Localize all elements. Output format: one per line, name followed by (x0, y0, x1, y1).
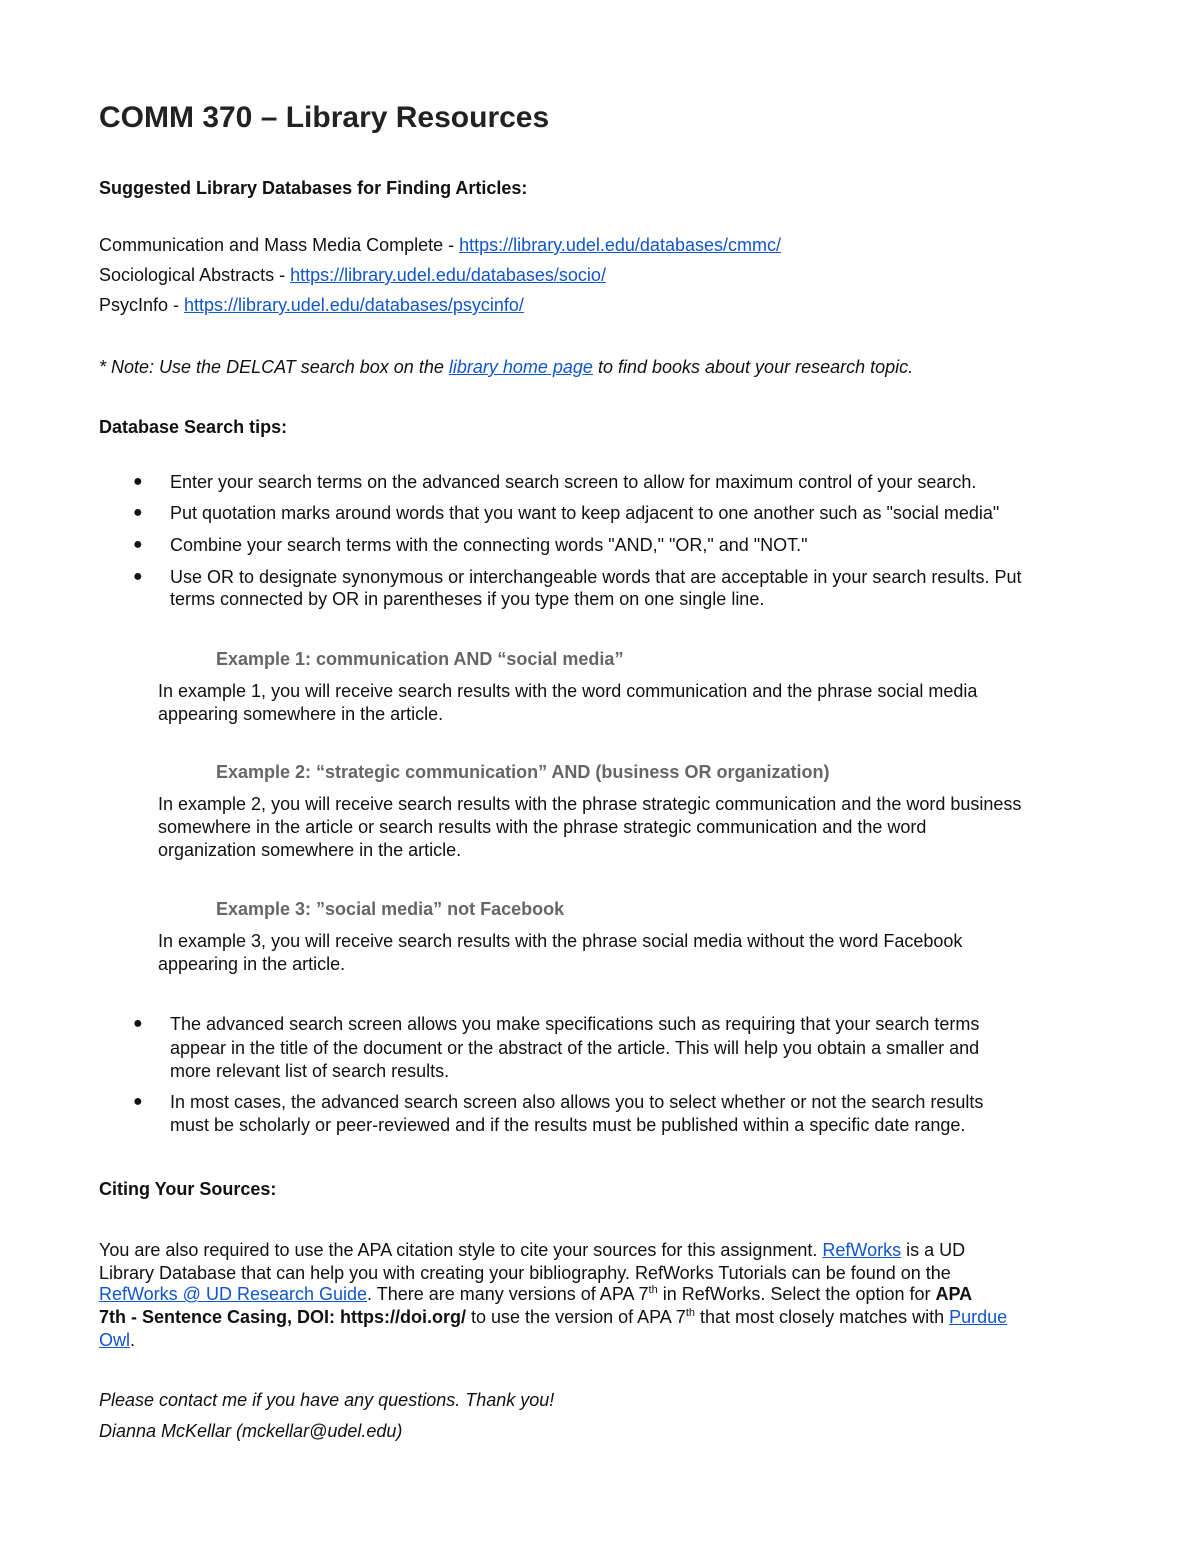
example-text: In example 3, you will receive search results with the phrase social media without the word Facebook (158, 931, 963, 951)
closing-line: Please contact me if you have any questions. Thank you! (99, 1390, 555, 1410)
superscript: th (648, 1284, 658, 1296)
tip-item: Enter your search terms on the advanced search screen to allow for maximum control of your search. (170, 472, 977, 492)
purdue-owl-link[interactable]: Purdue (949, 1307, 1008, 1327)
citing-text: that most closely matches with (695, 1307, 950, 1327)
example-heading: Example 1: communication AND “social media” (216, 649, 624, 669)
refworks-link[interactable]: RefWorks (822, 1240, 902, 1260)
database-link[interactable]: https://library.udel.edu/databases/socio/ (290, 265, 606, 285)
bullet-icon: ● (133, 1015, 143, 1032)
citing-text: You are also required to use the APA citation style to cite your sources for this assignment. (99, 1240, 823, 1260)
note-text: * Note: Use the DELCAT search box on the (99, 357, 449, 377)
citing-line: Library Database that can help you with creating your bibliography. RefWorks Tutorials can be found on the (99, 1263, 951, 1283)
example-heading: Example 2: “strategic communication” AND (business OR organization) (216, 762, 830, 782)
database-link[interactable]: https://library.udel.edu/databases/psycinfo/ (184, 295, 524, 315)
superscript: th (685, 1307, 696, 1319)
citing-line (99, 1239, 965, 1261)
citing-line (99, 1306, 1007, 1328)
citing-text: . There are many versions of APA 7 (367, 1284, 649, 1304)
note-text: to find books about your research topic. (592, 357, 914, 377)
example-text: appearing somewhere in the article. (158, 704, 444, 724)
example-text: appearing in the article. (158, 954, 346, 974)
citing-bold: 7th - Sentence Casing, DOI: https://doi.org/ (99, 1307, 467, 1327)
example-text: In example 1, you will receive search results with the word communication and the phrase social media (158, 681, 978, 701)
research-guide-link[interactable]: RefWorks @ UD Research Guide (99, 1284, 368, 1304)
citing-heading: Citing Your Sources: (99, 1179, 277, 1199)
citing-text: . (130, 1330, 136, 1350)
example-text: In example 2, you will receive search results with the phrase strategic communication and the word business (158, 794, 1022, 814)
example-text: somewhere in the article or search results with the phrase strategic communication and the word (158, 817, 927, 837)
database-link[interactable]: https://library.udel.edu/databases/cmmc/ (459, 235, 781, 255)
example-heading: Example 3: ”social media” not Facebook (216, 899, 565, 919)
signature-line: Dianna McKellar (mckellar@udel.edu) (99, 1421, 403, 1441)
citing-text: to use the version of APA 7 (466, 1307, 686, 1327)
bullet-icon: ● (133, 1093, 143, 1110)
tip-item-cont: more relevant list of search results. (170, 1061, 450, 1081)
database-item (99, 234, 781, 256)
tip-item: Put quotation marks around words that you want to keep adjacent to one another such as "social media" (170, 503, 1000, 523)
citing-line (99, 1329, 135, 1351)
database-name: Sociological Abstracts - (99, 265, 291, 285)
tip-item: The advanced search screen allows you make specifications such as requiring that your search terms (170, 1014, 980, 1034)
citing-text: is a UD (901, 1240, 966, 1260)
bullet-icon: ● (133, 504, 143, 521)
tip-item: Use OR to designate synonymous or interchangeable words that are acceptable in your search results. Put (170, 567, 1022, 587)
tip-item-cont: appear in the title of the document or the abstract of the article. This will help you obtain a smaller and (170, 1038, 980, 1058)
page-title: COMM 370 – Library Resources (99, 101, 550, 134)
bullet-icon: ● (133, 473, 143, 490)
library-home-link[interactable]: library home page (448, 357, 593, 377)
tips-heading: Database Search tips: (99, 417, 288, 437)
tip-item-cont: must be scholarly or peer-reviewed and if the results must be published within a specific date range. (170, 1115, 966, 1135)
database-name: Communication and Mass Media Complete - (99, 235, 460, 255)
citing-bold: APA (935, 1284, 973, 1304)
citing-text: in RefWorks. Select the option for (657, 1284, 936, 1304)
tip-item: In most cases, the advanced search screen also allows you to select whether or not the search results (170, 1092, 984, 1112)
tip-item-cont: terms connected by OR in parentheses if you type them on one single line. (170, 589, 765, 609)
database-item (99, 264, 606, 286)
tip-item: Combine your search terms with the connecting words "AND," "OR," and "NOT." (170, 535, 808, 555)
bullet-icon: ● (133, 536, 143, 553)
database-item (99, 294, 524, 316)
databases-heading: Suggested Library Databases for Finding Articles: (99, 178, 528, 198)
delcat-note (99, 356, 913, 378)
example-text: organization somewhere in the article. (158, 840, 462, 860)
purdue-owl-link[interactable]: Owl (99, 1330, 130, 1350)
database-name: PsycInfo - (99, 295, 185, 315)
bullet-icon: ● (133, 568, 143, 585)
citing-line (99, 1283, 972, 1305)
